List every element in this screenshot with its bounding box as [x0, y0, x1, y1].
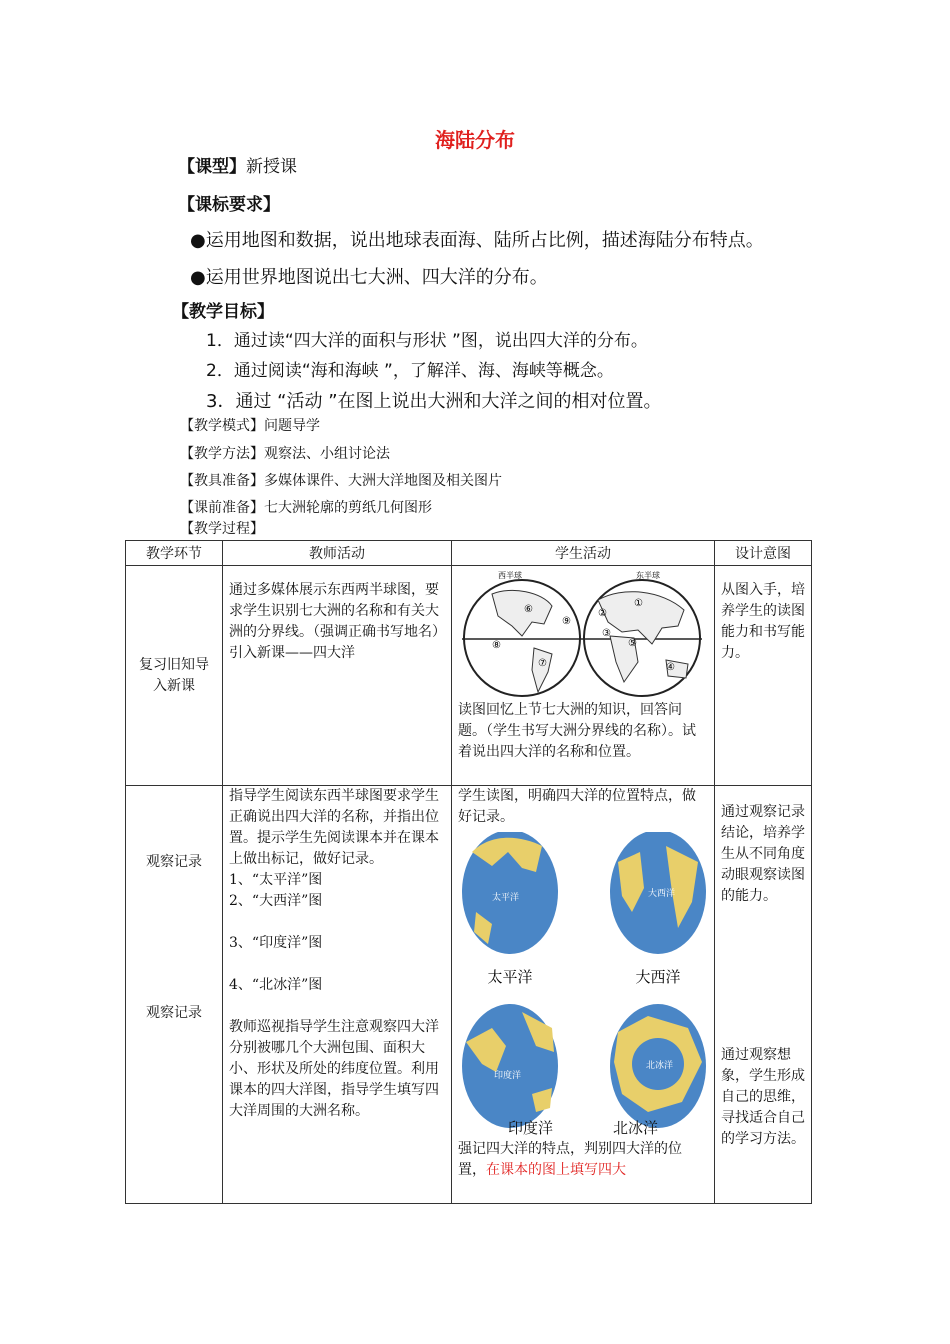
table-row	[126, 786, 812, 1204]
west-hemisphere-label: 西半球	[498, 571, 522, 580]
table-row	[126, 566, 812, 786]
objective-item: 2．通过阅读“海和海峡 ”，了解洋、海、海峡等概念。	[206, 361, 614, 381]
map-number: ④	[666, 662, 675, 673]
map-number: ⑤	[628, 638, 637, 649]
info-line: 【课前准备】七大洲轮廓的剪纸几何图形	[180, 500, 432, 516]
stage-cell: 复习旧知导入新课	[126, 566, 223, 786]
globe-atlantic	[610, 832, 706, 954]
header-intent: 设计意图	[715, 541, 812, 566]
student-cell: 学生读图，明确四大洋的位置特点，做好记录。 太平洋 大西洋 太平洋 大西洋 印度洋 北冰洋 印度洋 北冰洋 强记四大洋的特点，判别四大洋的位置，在课本的图上填写四大	[452, 786, 715, 1204]
globe-caption: 大西洋	[635, 968, 681, 986]
east-hemisphere-label: 东半球	[636, 571, 660, 580]
info-line: 【教学过程】	[180, 521, 264, 537]
lesson-type	[178, 152, 297, 177]
info-line: 【教具准备】多媒体课件、大洲大洋地图及相关图片	[180, 473, 502, 489]
objectives-heading: 【教学目标】	[172, 302, 274, 322]
globe-indian	[462, 1004, 558, 1128]
process-table	[125, 540, 812, 1204]
standard-item: ●运用地图和数据，说出地球表面海、陆所占比例，描述海陆分布特点。	[190, 230, 764, 251]
header-teacher: 教师活动	[223, 541, 452, 566]
student-activity-text-red: 在课本的图上填写四大	[486, 1162, 626, 1178]
header-stage: 教学环节	[126, 541, 223, 566]
teacher-cell: 通过多媒体展示东西两半球图，要求学生识别七大洲的名称和有关大洲的分界线。（强调正确书写地名）引入新课——四大洋	[223, 566, 452, 786]
student-cell	[452, 566, 715, 786]
info-line: 【教学模式】问题导学	[180, 418, 320, 434]
map-number: ⑧	[492, 640, 501, 651]
map-number: ⑨	[562, 616, 571, 627]
map-number: ②	[598, 608, 607, 619]
map-number: ①	[634, 598, 643, 609]
globe-pacific	[462, 832, 558, 954]
svg-text:大西洋: 大西洋	[648, 889, 676, 899]
standard-item: ●运用世界地图说出七大洲、四大洋的分布。	[190, 267, 548, 288]
objective-item: 1．通过读“四大洋的面积与形状 ”图，说出四大洋的分布。	[206, 331, 648, 351]
globe-caption: 印度洋	[507, 1119, 553, 1137]
objective-item: 3．通过 “活动 ”在图上说出大洲和大洋之间的相对位置。	[206, 391, 662, 412]
intent-cell: 通过观察记录结论，培养学生从不同角度动眼观察读图的能力。 通过观察想象，学生形成自己的思维，寻找适合自己的学习方法。	[715, 786, 812, 1204]
lesson-type-label: 【课型】	[178, 157, 246, 177]
student-activity-text: 强记四大洋的特点，判别四大洋的位置，	[458, 1141, 682, 1178]
header-student: 学生活动	[452, 541, 715, 566]
page-title: 海陆分布	[435, 128, 515, 152]
teacher-cell: 指导学生阅读东西半球图要求学生正确说出四大洋的名称，并指出位置。提示学生先阅读课本并在课本上做出标记，做好记录。 1、“太平洋”图 2、“大西洋”图 3、“印度洋”图 4、“北冰洋”图 教师巡视指导学生注意观察四大洋分别被哪几个大洲包围、面积大小、形状及所处的纬度位置。利用课本的四大洋图，指导学生填写四大洋周围的大洲名称。	[223, 786, 452, 1204]
map-number: ③	[602, 628, 611, 639]
lesson-type-value: 新授课	[246, 157, 297, 177]
intent-cell: 从图入手，培养学生的读图能力和书写能力。	[715, 566, 812, 786]
ocean-globes	[452, 832, 714, 1132]
globe-caption: 太平洋	[487, 968, 533, 986]
student-activity-text: 读图回忆上节七大洲的知识，回答问题。（学生书写大洲分界线的名称）。试着说出四大洋的名称和位置。	[458, 702, 696, 760]
info-line: 【教学方法】观察法、小组讨论法	[180, 446, 390, 462]
stage-cell: 观察记录 观察记录	[126, 786, 223, 1204]
svg-text:印度洋: 印度洋	[494, 1071, 522, 1081]
table-header-row	[126, 541, 812, 566]
globe-arctic	[610, 1004, 706, 1128]
svg-text:北冰洋: 北冰洋	[646, 1061, 674, 1071]
map-number: ⑦	[538, 658, 547, 669]
map-number: ⑥	[524, 604, 533, 615]
standards-heading: 【课标要求】	[178, 195, 280, 215]
svg-text:太平洋: 太平洋	[492, 893, 520, 903]
hemisphere-map	[452, 566, 714, 698]
globe-caption: 北冰洋	[612, 1119, 658, 1137]
